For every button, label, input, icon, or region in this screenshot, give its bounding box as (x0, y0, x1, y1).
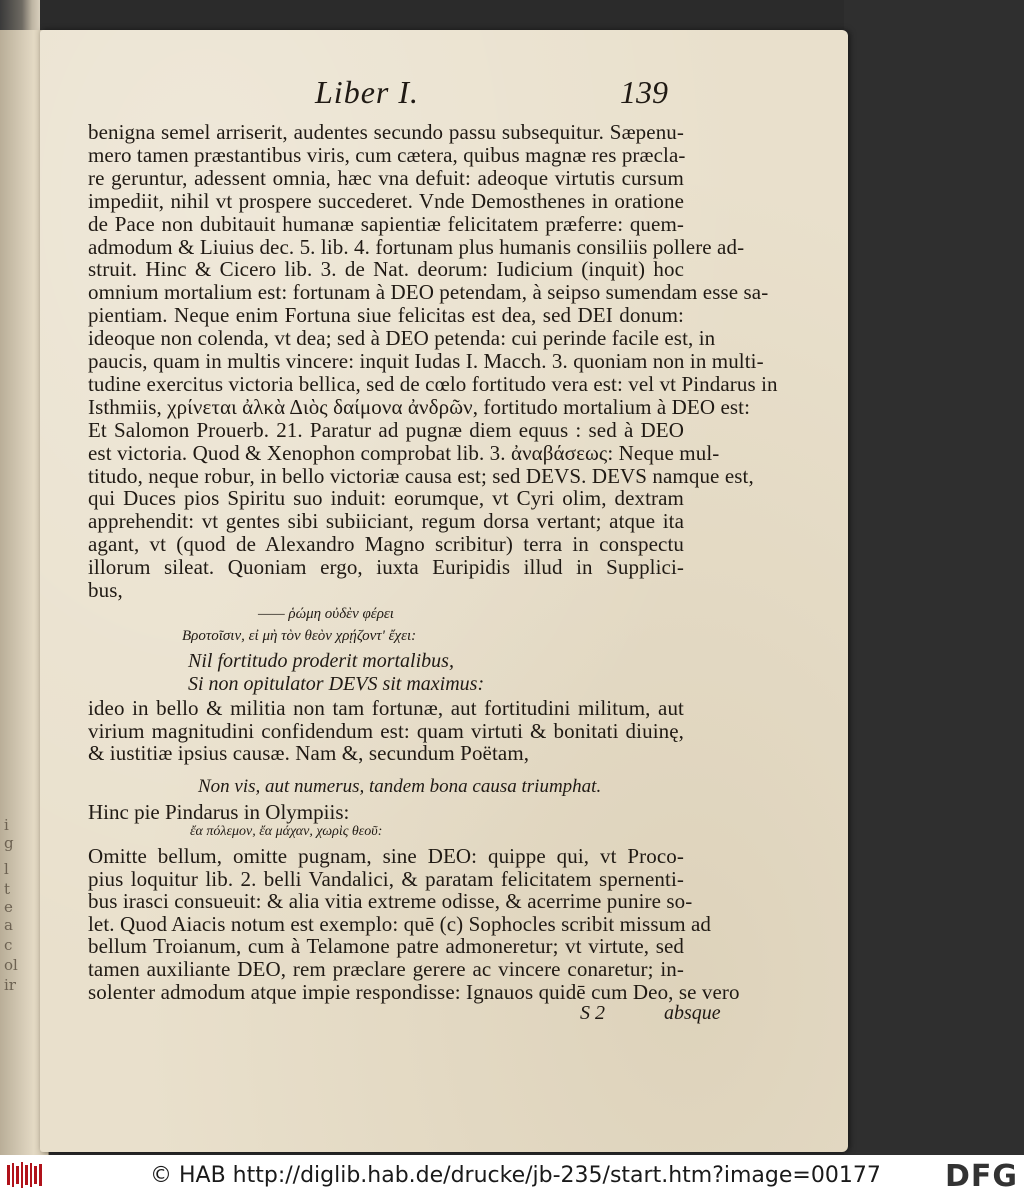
text-line: tamen auxiliante DEO, rem præclare gerere ac vincere conaretur; in- (88, 957, 684, 981)
text-line: Omitte bellum, omitte pugnam, sine DEO: quippe qui, vt Proco- (88, 844, 684, 868)
poet-quote: Non vis, aut numerus, tandem bona causa triumphat. (198, 776, 602, 797)
text-line: qui Duces pios Spiritu suo induit: eorumque, vt Cyri olim, dextram (88, 486, 684, 511)
text-line: mero tamen præstantibus viris, cum cætera, quibus magnæ res præcla- (88, 142, 686, 167)
text-line: Et Salomon Prouerb. 21. Paratur ad pugnæ diem equus : sed à DEO (88, 417, 684, 442)
edge-glyph: ir (4, 976, 16, 994)
verse-greek-line: Βροτοῖσιν, εἰ μὴ τὸν θεὸν χρῄζοντ' ἔχει: (182, 628, 417, 644)
edge-glyph: l (4, 860, 9, 878)
text-line: ideo in bello & militia non tam fortunæ, aut fortitudini militum, aut (88, 696, 684, 720)
text-line: de Pace non dubitauit humanæ sapientiæ felicitatem præferre: quem- (88, 211, 684, 236)
edge-glyph: a (4, 916, 13, 934)
scan-backdrop-right (844, 0, 1024, 1155)
text-line: bus irasci consueuit: & alia vitia extreme odisse, & acerrime punire so- (88, 889, 693, 914)
text-line: est victoria. Quod & Xenophon comprobat lib. 3. ἀναβάσεως: Neque mul- (88, 440, 720, 465)
text-line: ideoque non colenda, vt dea; sed à DEO petenda: cui perinde facile est, in (88, 326, 716, 351)
text-line: impediit, nihil vt prospere succederet. Vnde Demosthenes in oratione (88, 188, 684, 213)
verse-latin-line: Si non opitulator DEVS sit maximus: (188, 673, 485, 695)
text-line: struit. Hinc & Cicero lib. 3. de Nat. deorum: Iudicium (inquit) hoc (88, 257, 684, 282)
running-title: Liber I. (315, 74, 419, 110)
hab-logo-icon (6, 1161, 44, 1189)
text-line: Isthmiis, χρίνεται ἀλκὰ Διὸς δαίμονα ἀνδρῶν, fortitudo mortalium à DEO est: (88, 394, 751, 419)
signature-mark: S 2 (580, 1002, 605, 1024)
text-line: tudine exercitus victoria bellica, sed de cœlo fortitudo vera est: vel vt Pindarus in (88, 371, 778, 396)
book-page (40, 30, 848, 1152)
text-line: paucis, quam in multis vincere: inquit Iudas I. Macch. 3. quoniam non in multi- (88, 349, 764, 373)
edge-glyph: g (4, 834, 14, 852)
text-line: omnium mortalium est: fortunam à DEO petendam, à seipso sumendam esse sa- (88, 280, 769, 305)
text-line: & iustitiæ ipsius causæ. Nam &, secundum Poëtam, (88, 741, 530, 765)
text-line: let. Quod Aiacis notum est exemplo: quē (c) Sophocles scribit missum ad (88, 911, 712, 936)
edge-glyph: e (4, 898, 13, 916)
credit-bar (0, 1155, 1024, 1195)
pindar-intro: Hinc pie Pindarus in Olympiis: (88, 800, 350, 824)
verse-greek-line: —— ῥώμη οὐδὲν φέρει (258, 606, 394, 622)
text-line: bellum Troianum, cum à Telamone patre admoneretur; vt virtute, sed (88, 934, 684, 959)
text-line: agant, vt (quod de Alexandro Magno scribitur) terra in conspectu (88, 532, 684, 557)
text-line: titudo, neque robur, in bello victoriæ causa est; sed DEVS. DEVS namque est, (88, 463, 754, 488)
edge-glyph: i (4, 816, 9, 834)
text-line: apprehendit: vt gentes sibi subiiciant, regum dorsa vertant; atque ita (88, 509, 684, 534)
edge-glyph: ol (4, 956, 18, 974)
text-line: pientiam. Neque enim Fortuna siue felicitas est dea, sed DEI donum: (88, 303, 684, 328)
verse-latin-line: Nil fortitudo proderit mortalibus, (188, 650, 454, 672)
text-line: benigna semel arriserit, audentes secundo passu subsequitur. Sæpenu- (88, 120, 684, 144)
text-line: admodum & Liuius dec. 5. lib. 4. fortunam plus humanis consiliis pollere ad- (88, 234, 745, 259)
dfg-logo: DFG (944, 1159, 1018, 1194)
edge-glyph: t (4, 880, 11, 898)
edge-glyph: c (4, 936, 13, 954)
text-line: re geruntur, adessent omnia, hæc vna defuit: adeoque virtutis cursum (88, 165, 684, 190)
text-line: pius loquitur lib. 2. belli Vandalici, & paratam felicitatem spernenti- (88, 866, 684, 891)
text-line: illorum sileat. Quoniam ergo, iuxta Euripidis illud in Supplici- (88, 555, 684, 580)
catchword: absque (664, 1002, 721, 1024)
text-line: virium magnitudini confidendum est: quam virtuti & bonitati diuinę, (88, 718, 684, 743)
pindar-greek-line: ἔα πόλεμον, ἔα μάχαν, χωρὶς θεοῦ: (190, 824, 383, 839)
text-line: solenter admodum atque impie respondisse: Ignauos quidē cum Deo, se vero (88, 979, 740, 1004)
page-number: 139 (620, 74, 668, 110)
source-credit-link[interactable]: © HAB http://diglib.hab.de/drucke/jb-235/start.htm?image=00177 (150, 1163, 881, 1188)
text-line: bus, (88, 578, 123, 602)
